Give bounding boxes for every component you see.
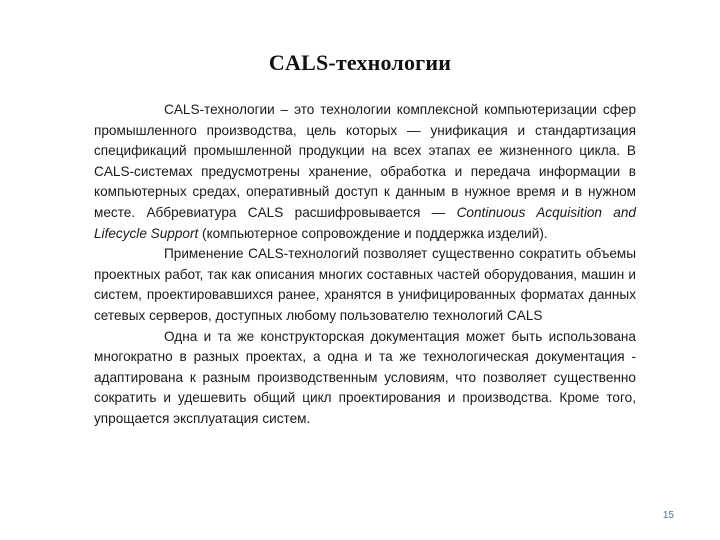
- paragraph-definition-text: CALS-технологии – это технологии комплексной компьютеризации сфер промышленного производства, цель которых — унификация и стандартизация спецификаций промышленной продукции на всех этапах ее жизненного цикла. В CALS-системах предусмотрены хранение, обработка и передача информации в компьютерных средах, оперативный доступ к данным в нужное время и в нужном месте. Аббревиатура CALS расшифровывается —: [94, 102, 636, 220]
- page-number: 15: [662, 510, 674, 521]
- cals-expansion: Continuous Acquisition and Lifecycle Support: [94, 204, 636, 241]
- paragraph-definition-tail: (компьютерное сопровождение и поддержка изделий).: [198, 225, 548, 241]
- paragraph-documentation: Одна и та же конструкторская документация может быть использована многократно в разных проектах, а одна и та же технологическая документация - адаптирована к разным производственным условиям, что позволяет существенно сократить и удешевить общий цикл проектирования и производства. Кроме того, упрощается эксплуатация систем.: [94, 328, 636, 426]
- paragraph-definition: [94, 100, 636, 244]
- slide-title: CALS-технологии: [268, 50, 452, 75]
- paragraph-application: Применение CALS-технологий позволяет существенно сократить объемы проектных работ, так как описания многих составных частей оборудования, машин и систем, проектировавшихся ранее, хранятся в унифицированных форматах данных сетевых серверов, доступных любому пользователю технологий CALS: [94, 246, 636, 323]
- slide-body: [94, 100, 636, 430]
